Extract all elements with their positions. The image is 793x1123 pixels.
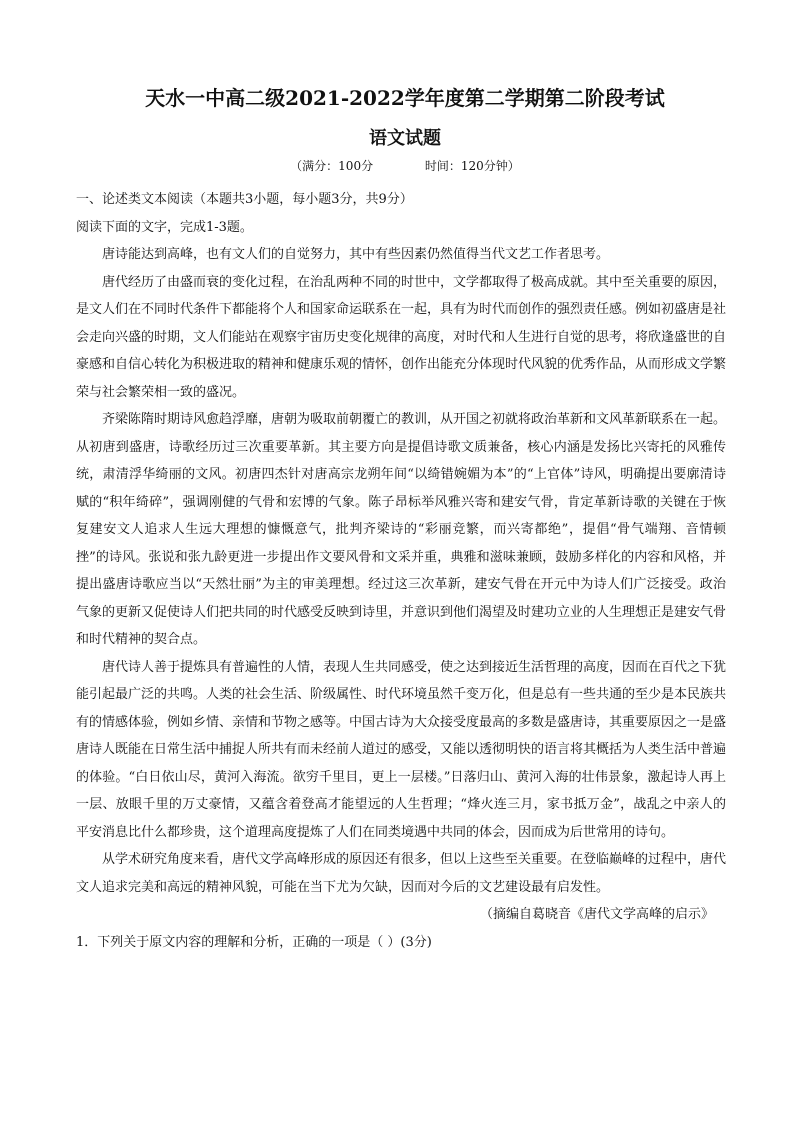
full-score: （满分：100分 (290, 159, 374, 173)
section-instruction: 阅读下面的文字，完成1-3题。 (76, 219, 253, 235)
passage-source: （摘编自葛晓音《唐代文学高峰的启示》 (479, 907, 714, 922)
passage-paragraph-2: 唐代经历了由盛而衰的变化过程，在治乱两种不同的时世中，文学都取得了极高成就。其中至关重要的原因，是文人们在不同时代条件下都能将个人和国家命运联系在一起，具有为时代而创作的强烈责任感。例如初盛唐是社会走向兴盛的时期，文人们能站在观察宇宙历史变化规律的高度，对时代和人生进行自觉的思考，将欣逢盛世的自豪感和自信心转化为积极进取的精神和健康乐观的情怀，创作出能充分体现时代风貌的优秀作品，从而形成文学繁荣与社会繁荣相一致的盛况。 (76, 274, 727, 400)
section-heading: 一、论述类文本阅读（本题共3小题，每小题3分，共9分） (76, 192, 413, 207)
passage-paragraph-1: 唐诗能达到高峰，也有文人们的自觉努力，其中有些因素仍然值得当代文艺工作者思考。 (102, 247, 610, 262)
subject-title: 语文试题 (369, 128, 441, 149)
exam-time: 时间：120分钟） (424, 159, 520, 173)
question-1: 1．下列关于原文内容的理解和分析，正确的一项是（ ）(3分) (76, 934, 432, 950)
exam-content (76, 186, 726, 956)
exam-title: 天水一中高二级2021-2022学年度第二学期第二阶段考试 (145, 86, 665, 110)
passage-paragraph-3: 齐梁陈隋时期诗风愈趋浮靡，唐朝为吸取前朝覆亡的教训，从开国之初就将政治革新和文风革新联系在一起。从初唐到盛唐，诗歌经历过三次重要革新。其主要方向是提倡诗歌文质兼备，核心内涵是发扬比兴寄托的风雅传统，肃清浮华绮丽的文风。初唐四杰针对唐高宗龙朔年间“以绮错婉媚为本”的“上官体”诗风，明确提出要廓清诗赋的“积年绮碎”，强调刚健的气骨和宏博的气象。陈子昂标举风雅兴寄和建安气骨，肯定革新诗歌的关键在于恢复建安文人追求人生远大理想的慷慨意气，批判齐梁诗的“彩丽竞繁，而兴寄都绝”，提倡“骨气端翔、音情顿挫”的诗风。张说和张九龄更进一步提出作文要风骨和文采并重，典雅和滋味兼顾，鼓励多样化的内容和风格，并提出盛唐诗歌应当以“天然壮丽”为主的审美理想。经过这三次革新，建安气骨在开元中为诗人们广泛接受。政治气象的更新又促使诗人们把共同的时代感受反映到诗里，并意识到他们渴望及时建功立业的人生理想正是建安气骨和时代精神的契合点。 (76, 412, 727, 647)
score-time-line (60, 158, 750, 174)
passage-paragraph-4: 唐代诗人善于提炼具有普遍性的人情，表现人生共同感受，使之达到接近生活哲理的高度，因而在百代之下犹能引起最广泛的共鸣。人类的社会生活、阶级属性、时代环境虽然千变万化，但是总有一些共通的至少是本民族共有的情感体验，例如乡情、亲情和节物之感等。中国古诗为大众接受度最高的多数是盛唐诗，其重要原因之一是盛唐诗人既能在日常生活中捕捉人所共有而未经前人道过的感受，又能以透彻明快的语言将其概括为人类生活中普遍的体验。“白日依山尽，黄河入海流。欲穷千里目，更上一层楼。”日落归山、黄河入海的壮伟景象，激起诗人再上一层、放眼千里的万丈豪情，又蕴含着登高才能望远的人生哲理；“烽火连三月，家书抵万金”，战乱之中亲人的平安消息比什么都珍贵，这个道理高度提炼了人们在同类境遇中共同的体会，因而成为后世常用的诗句。 (76, 659, 727, 840)
passage-paragraph-5: 从学术研究角度来看，唐代文学高峰形成的原因还有很多，但以上这些至关重要。在登临巅峰的过程中，唐代文人追求完美和高远的精神风貌，可能在当下尤为欠缺，因而对今后的文艺建设最有启发性。 (76, 852, 727, 895)
